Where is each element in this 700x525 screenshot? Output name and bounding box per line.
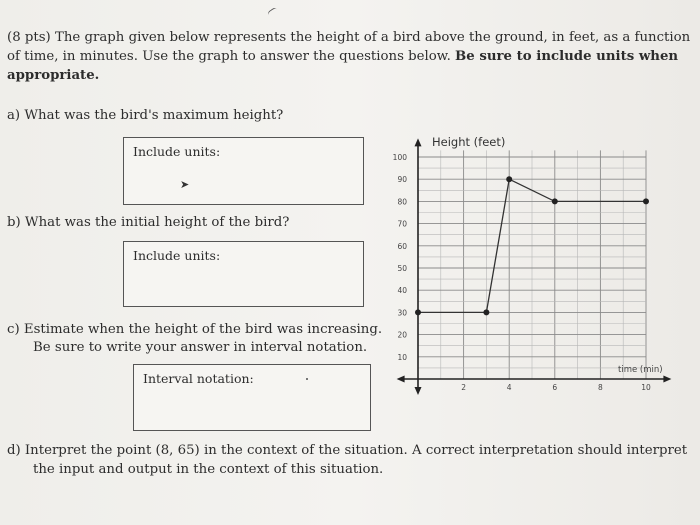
y-tick-label: 10 — [397, 352, 407, 362]
y-tick-label: 20 — [397, 330, 407, 340]
answer-box-c-label: Interval notation: — [143, 371, 254, 386]
answer-box-a-label: Include units: — [133, 144, 221, 159]
intro-text: (8 pts) The graph given below represents the height of a bird above the ground, in feet, as a function of time, in minutes. Use the graph to answer the questions below. — [7, 30, 691, 64]
mouse-cursor-icon: ➤ — [180, 178, 190, 191]
question-d-line1: d) Interpret the point (8, 65) in the context of the situation. A correct interpretation should interpret — [7, 443, 688, 458]
chart-grid — [418, 150, 646, 379]
question-d-line2: the input and output in the context of this situation. — [33, 462, 384, 477]
chart-title: Height (feet) — [432, 135, 506, 149]
y-axis-arrow-up-icon — [415, 138, 422, 146]
question-b: b) What was the initial height of the bird? — [7, 215, 290, 230]
y-tick-label: 70 — [397, 219, 407, 229]
data-point — [552, 198, 558, 204]
answer-box-b-label: Include units: — [133, 248, 221, 263]
y-tick-label: 80 — [397, 197, 407, 207]
chart-tick-labels — [393, 153, 651, 392]
data-point — [483, 309, 489, 315]
data-point — [415, 309, 421, 315]
intro-emphasis: Be sure to include units when appropriate. — [7, 49, 679, 83]
y-tick-label: 100 — [392, 153, 407, 162]
y-tick-label: 30 — [397, 308, 407, 318]
x-tick-label: 10 — [641, 383, 651, 392]
data-point — [643, 198, 649, 204]
question-a: a) What was the bird's maximum height? — [7, 108, 284, 123]
y-axis-arrow-down-icon — [415, 387, 422, 395]
y-tick-label: 90 — [397, 175, 407, 185]
y-tick-label: 60 — [397, 241, 407, 251]
data-point — [506, 176, 512, 182]
chart-x-axis-label: time (min) — [618, 365, 663, 375]
question-c-line2: Be sure to write your answer in interval notation. — [33, 340, 368, 355]
question-c-line1: c) Estimate when the height of the bird was increasing. — [7, 322, 383, 337]
x-axis-arrow-right-icon — [663, 376, 671, 383]
x-axis-arrow-left-icon — [397, 376, 405, 383]
x-tick-label: 2 — [461, 383, 466, 392]
x-tick-label: 8 — [598, 383, 603, 392]
y-tick-label: 50 — [397, 264, 407, 273]
x-tick-label: 6 — [552, 383, 558, 392]
y-tick-label: 40 — [397, 286, 407, 296]
x-tick-label: 4 — [506, 383, 512, 392]
